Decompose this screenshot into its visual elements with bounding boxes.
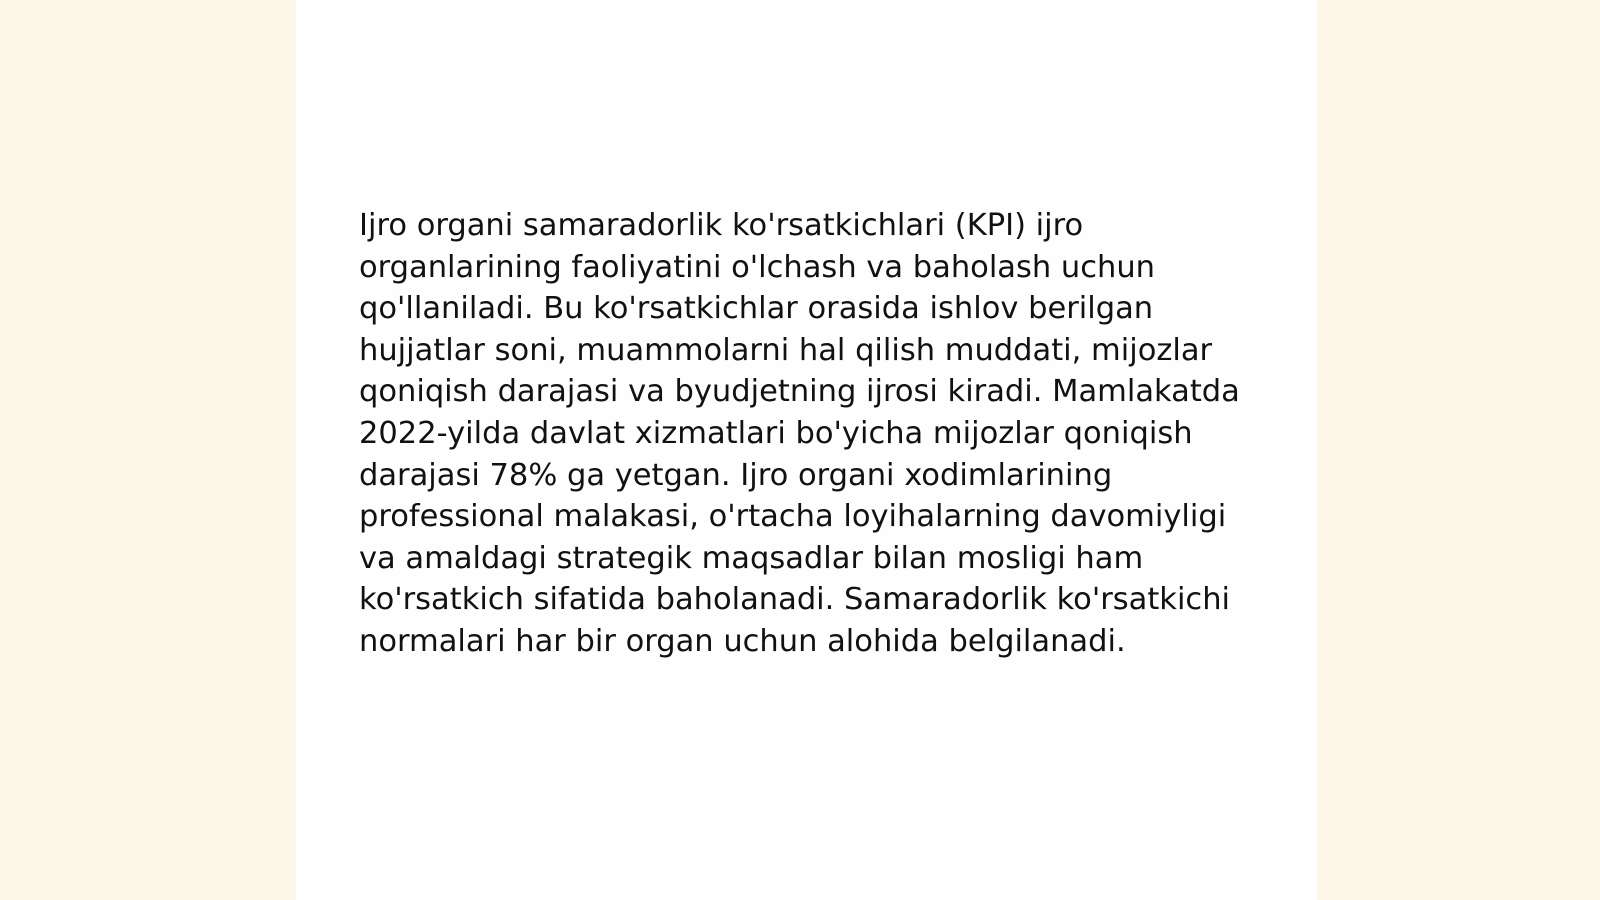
body-paragraph: Ijro organi samaradorlik ko'rsatkichlari (KPI) ijro organlarining faoliyatini o'lchash va baholash uchun qo'llaniladi. Bu ko'rsatkichlar orasida ishlov berilgan hujjatlar soni, muammolarni hal qilish muddati, mijozlar qoniqish darajasi va byudjetning ijrosi kiradi. Mamlakatda 2022-yilda davlat xizmatlari bo'yicha mijozlar qoniqish darajasi 78% ga yetgan. Ijro organi xodimlarining professional malakasi, o'rtacha loyihalarning davomiyligi va amaldagi strategik maqsadlar bilan mosligi ham ko'rsatkich sifatida baholanadi. Samaradorlik ko'rsatkichi normalari har bir organ uchun alohida belgilanadi. (359, 208, 1240, 659)
document-page (296, 0, 1317, 900)
